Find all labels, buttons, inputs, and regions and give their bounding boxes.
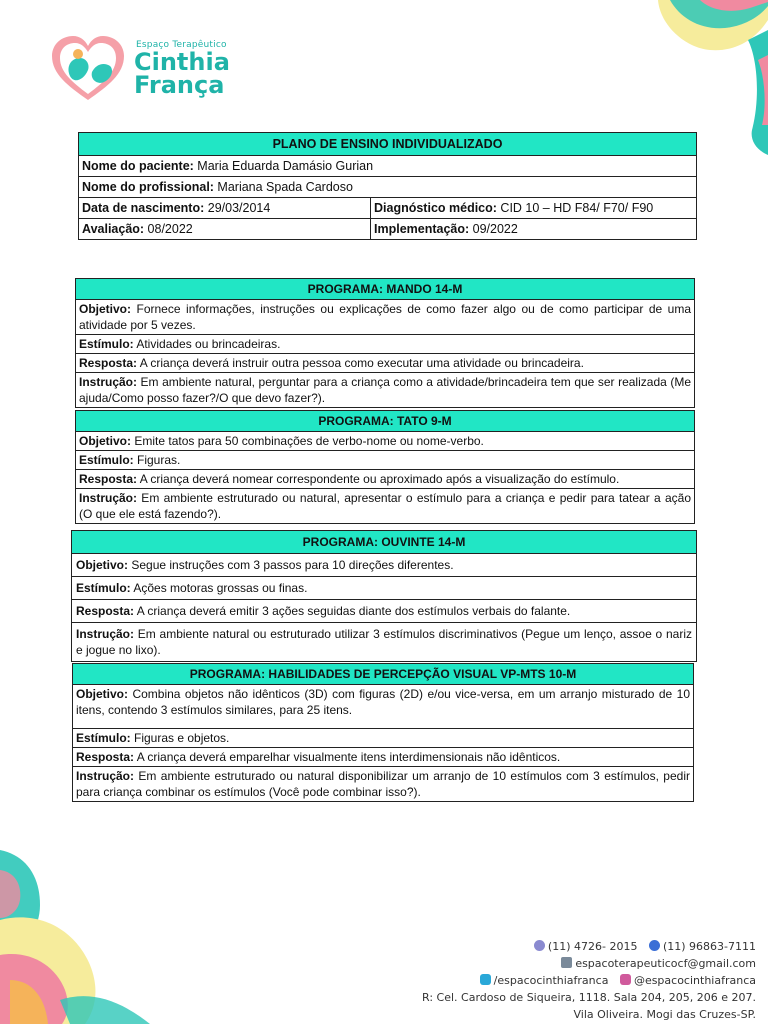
instruction-label: Instrução: [76, 769, 135, 783]
whatsapp-icon [649, 940, 660, 951]
professional-name-value: Mariana Spada Cardoso [213, 180, 353, 194]
objective-label: Objetivo: [76, 558, 129, 572]
objective-label: Objetivo: [76, 687, 129, 701]
program-title: PROGRAMA: MANDO 14-M [76, 279, 695, 300]
clinic-logo [48, 34, 248, 106]
program-stimulus [76, 451, 695, 470]
patient-name-label: Nome do paciente: [82, 159, 194, 173]
facebook-handle: /espacocinthiafranca [493, 974, 609, 987]
birth-date-value: 29/03/2014 [204, 201, 271, 215]
diagnosis-label: Diagnóstico médico: [374, 201, 497, 215]
program-stimulus [73, 729, 694, 748]
email-line [376, 955, 756, 972]
program-response [72, 600, 697, 623]
diagnosis-cell [371, 198, 697, 219]
response-label: Resposta: [79, 472, 138, 486]
evaluation-label: Avaliação: [82, 222, 145, 236]
heart-logo-icon [48, 34, 128, 104]
program-instruction [73, 767, 694, 802]
professional-name-cell [79, 177, 697, 198]
program-objective [73, 685, 694, 729]
stimulus-label: Estímulo: [79, 453, 134, 467]
program-response [76, 354, 695, 373]
footer-contact [376, 938, 756, 1023]
patient-info-table [78, 132, 697, 240]
program-title: PROGRAMA: TATO 9-M [76, 411, 695, 432]
patient-name-value: Maria Eduarda Damásio Gurian [193, 159, 374, 173]
instruction-label: Instrução: [79, 375, 138, 389]
phone-1: (11) 4726- 2015 [547, 940, 638, 953]
response-label: Resposta: [79, 356, 138, 370]
program-objective [72, 554, 697, 577]
birth-date-cell [79, 198, 371, 219]
response-text: A criança deverá emitir 3 ações seguidas diante dos estímulos verbais do falante. [134, 604, 571, 618]
logo-name-line2: França [134, 71, 225, 99]
implementation-cell [371, 219, 697, 240]
response-text: A criança deverá instruir outra pessoa como executar uma atividade ou brincadeira. [137, 356, 584, 370]
phone-line [376, 938, 756, 955]
stimulus-text: Figuras. [133, 453, 181, 467]
instagram-icon [620, 974, 631, 985]
program-instruction [76, 373, 695, 408]
instagram-handle: @espacocinthiafranca [633, 974, 756, 987]
objective-text: Segue instruções com 3 passos para 10 direções diferentes. [128, 558, 454, 572]
objective-text: Fornece informações, instruções ou explicações de como fazer algo ou de como participar de uma atividade por 5 vezes. [79, 302, 691, 332]
program-title: PROGRAMA: OUVINTE 14-M [72, 531, 697, 554]
implementation-value: 09/2022 [469, 222, 518, 236]
stimulus-label: Estímulo: [76, 731, 131, 745]
response-text: A criança deverá emparelhar visualmente itens interdimensionais não idênticos. [134, 750, 561, 764]
instruction-label: Instrução: [76, 627, 135, 641]
stimulus-text: Figuras e objetos. [130, 731, 230, 745]
phone-2: (11) 96863-7111 [662, 940, 756, 953]
social-line [376, 972, 756, 989]
diagnosis-value: CID 10 – HD F84/ F70/ F90 [496, 201, 654, 215]
program-table-mando [75, 278, 695, 408]
address-line-1: R: Cel. Cardoso de Siqueira, 1118. Sala 204, 205, 206 e 207. [422, 991, 756, 1004]
instruction-text: Em ambiente natural ou estruturado utilizar 3 estímulos discriminativos (Pegue um lenço, assoe o nariz e jogue no lixo). [76, 627, 692, 657]
address-line-2: Vila Oliveira. Mogi das Cruzes-SP. [573, 1008, 756, 1021]
program-stimulus [76, 335, 695, 354]
stimulus-text: Ações motoras grossas ou finas. [130, 581, 308, 595]
instruction-text: Em ambiente natural, perguntar para a criança como a atividade/brincadeira tem que ser realizada (Me ajuda/Como posso fazer?/O que devo fazer?). [79, 375, 691, 405]
program-table-percepcao-visual [72, 663, 694, 802]
evaluation-cell [79, 219, 371, 240]
facebook-icon [480, 974, 491, 985]
response-label: Resposta: [76, 750, 135, 764]
stimulus-text: Atividades ou brincadeiras. [133, 337, 281, 351]
email-icon [561, 957, 572, 968]
program-table-tato [75, 410, 695, 524]
phone-icon [534, 940, 545, 951]
program-instruction [76, 489, 695, 524]
objective-label: Objetivo: [79, 302, 132, 316]
birth-date-label: Data de nascimento: [82, 201, 205, 215]
implementation-label: Implementação: [374, 222, 470, 236]
program-objective [76, 300, 695, 335]
program-instruction [72, 623, 697, 662]
program-response [73, 748, 694, 767]
objective-text: Emite tatos para 50 combinações de verbo-nome ou nome-verbo. [131, 434, 484, 448]
logo-subtitle: Espaço Terapêutico [136, 40, 227, 50]
instruction-text: Em ambiente estruturado ou natural disponibilizar um arranjo de 10 estímulos com 3 estímulos, pedir para criança combinar os estímulos (Você pode combinar isso?). [76, 769, 690, 799]
stimulus-label: Estímulo: [76, 581, 131, 595]
email-text: espacoterapeuticocf@gmail.com [575, 957, 756, 970]
program-table-ouvinte [71, 530, 697, 662]
instruction-text: Em ambiente estruturado ou natural, apresentar o estímulo para a criança e pedir para tatear a ação (O que ele está fazendo?). [79, 491, 691, 521]
program-objective [76, 432, 695, 451]
evaluation-value: 08/2022 [144, 222, 193, 236]
logo-name [134, 48, 230, 99]
program-stimulus [72, 577, 697, 600]
objective-label: Objetivo: [79, 434, 132, 448]
stimulus-label: Estímulo: [79, 337, 134, 351]
bottom-left-decoration [0, 850, 150, 1024]
instruction-label: Instrução: [79, 491, 138, 505]
logo-name-line1: Cinthia [134, 48, 230, 76]
program-response [76, 470, 695, 489]
objective-text: Combina objetos não idênticos (3D) com figuras (2D) e/ou vice-versa, em um arranjo misturado de 10 itens, contendo 3 estímulos similares, para 25 itens. [76, 687, 690, 717]
response-text: A criança deverá nomear correspondente ou aproximado após a visualização do estímulo. [137, 472, 620, 486]
professional-name-label: Nome do profissional: [82, 180, 214, 194]
patient-name-cell [79, 156, 697, 177]
response-label: Resposta: [76, 604, 135, 618]
program-title: PROGRAMA: HABILIDADES DE PERCEPÇÃO VISUAL VP-MTS 10-M [73, 664, 694, 685]
plan-title: PLANO DE ENSINO INDIVIDUALIZADO [79, 133, 697, 156]
